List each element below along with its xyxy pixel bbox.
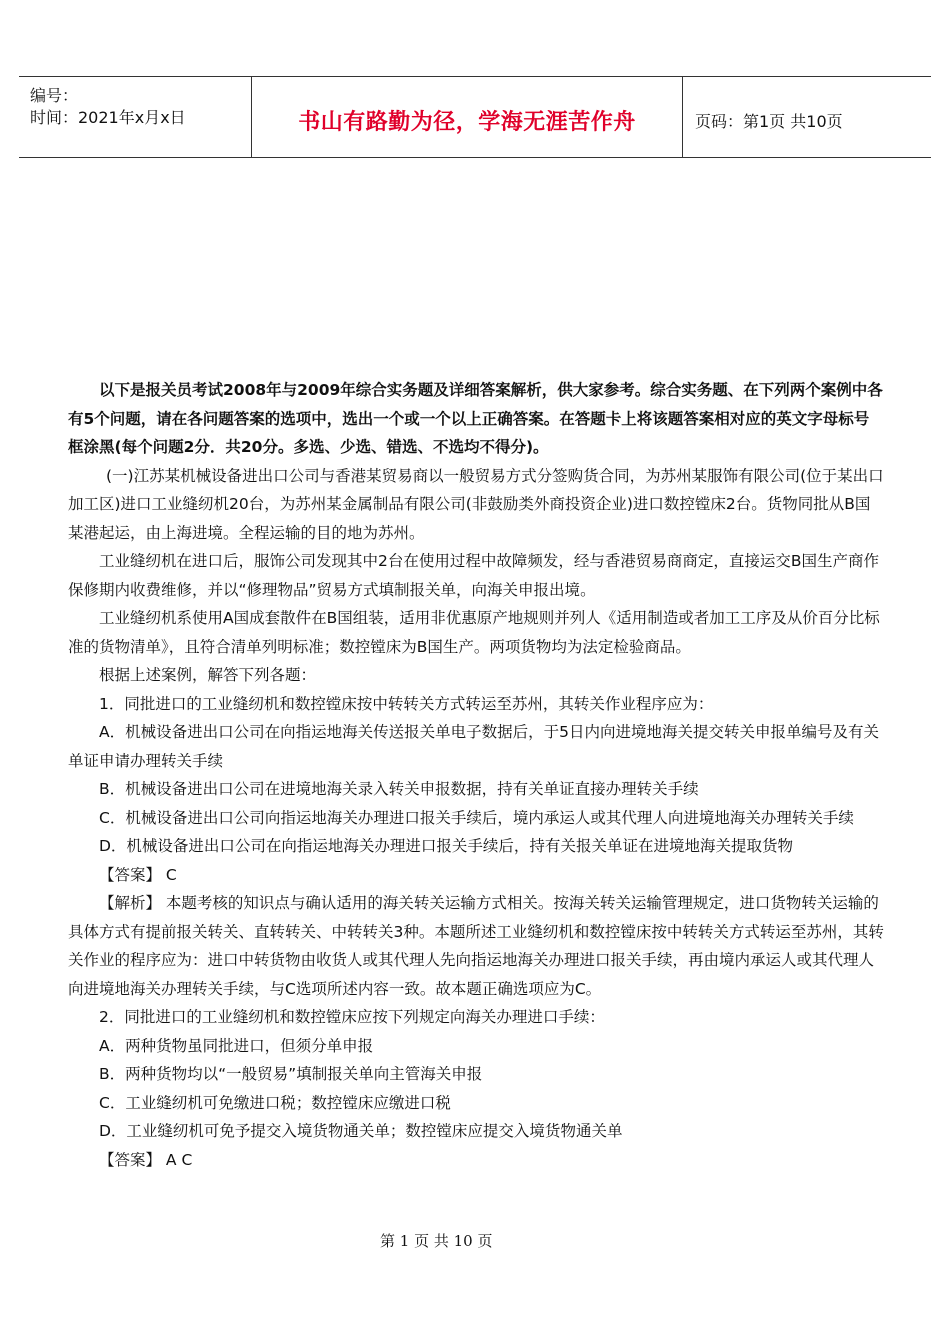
- question-2-stem: 2．同批进口的工业缝纫机和数控镗床应按下列规定向海关办理进口手续：: [99, 1008, 605, 1026]
- question-1-answer: 【答案】 C: [99, 865, 177, 884]
- case-paragraph-2: 工业缝纫机在进口后，服饰公司发现其中2台在使用过程中故障频发，经与香港贸易商商定，直接运交B国生产商作保修期内收费维修，并以“修理物品”贸易方式填制报关单，向海关申报出境。: [68, 552, 879, 599]
- question-2-option-b: B．两种货物均以“一般贸易”填制报关单向主管海关申报: [99, 1065, 483, 1083]
- intro-paragraph: 以下是报关员考试2008年与2009年综合实务题及详细答案解析，供大家参考。综合实务题、在下列两个案例中各有5个问题，请在各问题答案的选项中，选出一个或一个以上正确答案。在答题卡上将该题答案相对应的英文字母标号框涂黑(每个问题2分．共20分。多选、少选、错选、不选均不得分)。: [68, 381, 883, 456]
- header-page-info: 页码：第1页 共10页: [695, 112, 843, 131]
- document-number-label: 编号：: [30, 86, 79, 105]
- page-footer: 第 1 页 共 10 页: [380, 1232, 493, 1250]
- document-body: [68, 376, 884, 1174]
- header-right-cell: [683, 77, 931, 157]
- question-2-option-a: A．两种货物虽同批进口，但须分单申报: [99, 1036, 374, 1055]
- document-date: 时间：2021年x月x日: [30, 108, 186, 127]
- question-1-analysis: 【解析】 本题考核的知识点与确认适用的海关转关运输方式相关。按海关转关运输管理规定，进口货物转关运输的具体方式有提前报关转关、直转转关、中转转关3种。本题所述工业缝纫机和数控镗床按中转转关方式转运至苏州，其转关作业的程序应为：进口中转货物由收货人或其代理人先向指运地海关办理进口报关手续，再由境内承运人或其代理人向进境地海关办理转关手续，与C选项所述内容一致。故本题正确选项应为C。: [68, 894, 884, 998]
- question-1-stem: 1．同批进口的工业缝纫机和数控镗床按中转转关方式转运至苏州，其转关作业程序应为：: [99, 694, 714, 713]
- case-paragraph-1: (一)江苏某机械设备进出口公司与香港某贸易商以一般贸易方式分签购货合同，为苏州某服饰有限公司(位于某出口加工区)进口工业缝纫机20台，为苏州某金属制品有限公司(非鼓励类外商投资企业)进口数控镗床2台。货物同批从B国某港起运，由上海进境。全程运输的目的地为苏州。: [68, 466, 884, 542]
- question-2-option-c: C．工业缝纫机可免缴进口税；数控镗床应缴进口税: [99, 1093, 451, 1112]
- question-2-option-d: D．工业缝纫机可免予提交入境货物通关单；数控镗床应提交入境货物通关单: [99, 1122, 623, 1140]
- question-1-option-b: B．机械设备进出口公司在进境地海关录入转关申报数据，持有关单证直接办理转关手续: [99, 780, 699, 798]
- question-1-option-c: C．机械设备进出口公司向指运地海关办理进口报关手续后，境内承运人或其代理人向进境地海关办理转关手续: [99, 808, 854, 827]
- case-paragraph-3: 工业缝纫机系使用A国成套散件在B国组装，适用非优惠原产地规则并列人《适用制造或者加工工序及从价百分比标准的货物清单》，且符合清单列明标准；数控镗床为B国生产。两项货物均为法定检验商品。: [68, 609, 880, 656]
- page-header: [19, 76, 931, 158]
- header-motto: 书山有路勤为径，学海无涯苦作舟: [298, 109, 636, 135]
- header-middle-cell: [252, 77, 683, 157]
- question-1-option-a: A．机械设备进出口公司在向指运地海关传送报关单电子数据后，于5日内向进境地海关提交转关申报单编号及有关单证申请办理转关手续: [68, 723, 879, 770]
- header-left-cell: [19, 77, 252, 157]
- case-paragraph-4: 根据上述案例，解答下列各题：: [99, 666, 317, 684]
- question-2-answer: 【答案】 A C: [99, 1150, 193, 1169]
- question-1-option-d: D．机械设备进出口公司在向指运地海关办理进口报关手续后，持有关报关单证在进境地海关提取货物: [99, 837, 793, 855]
